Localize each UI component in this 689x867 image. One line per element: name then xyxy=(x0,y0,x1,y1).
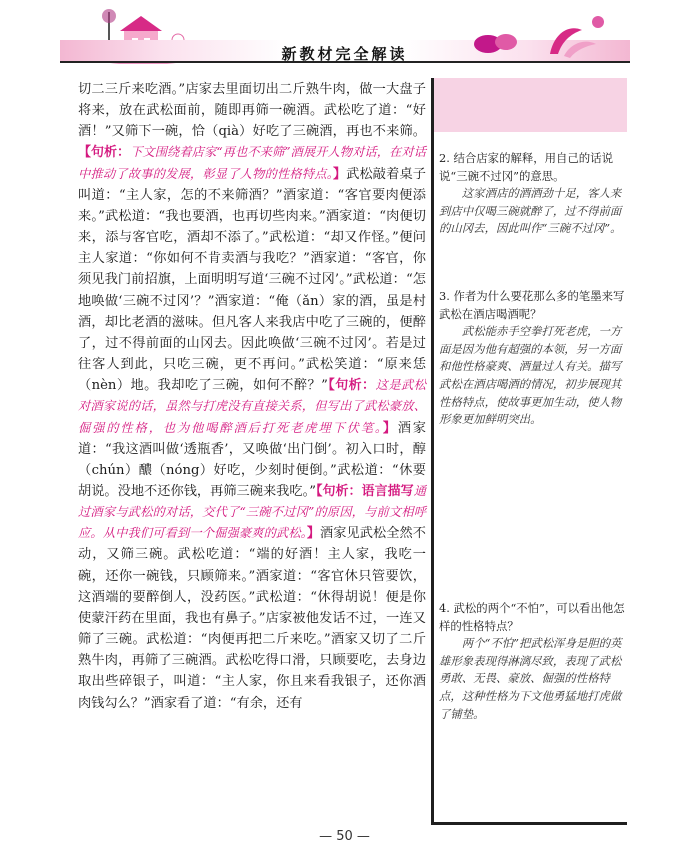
story-segment: 酒家道：“我这酒叫做‘透瓶香’，又唤做‘出门倒’。初入口时，醇（chún）醲（nóng）好吃，少刻时便倒。”武松道：“休要胡说。没地不还你钱，再筛三碗来我吃。” xyxy=(78,420,426,499)
page-header xyxy=(0,0,689,78)
story-segment: 切二三斤来吃酒。”店家去里面切出二斤熟牛肉，做一大盘子将来，放在武松面前，随即再筛一碗酒。武松吃了道：“好酒！”又筛下一碗，恰（qià）好吃了三碗酒，再也不来筛。 xyxy=(78,82,426,140)
butterfly-flower-decoration-icon xyxy=(458,4,608,64)
question-text: 作者为什么要花那么多的笔墨来写武松在酒店喝酒呢？ xyxy=(439,289,625,321)
analysis-tag: 【句析：语言描写 xyxy=(315,483,414,499)
question-number: 4. xyxy=(439,601,450,615)
answer-text: 武松能赤手空拳打死老虎，一方面是因为他有超强的本领，另一方面和他性格豪爽、酒量过人有关。描写武松在酒店喝酒的情况，初步展现其性格特点，使故事更加生动，使人物形象更加鲜明突出。 xyxy=(439,324,622,427)
story-segment: 酒家见武松全然不动，又筛三碗。武松吃道：“端的好酒！主人家，我吃一碗，还你一碗钱，只顾筛来。”酒家道：“客官休只管要饮，这酒端的要醉倒人，没药医。”武松道：“休得胡说！便是你使蒙汗药在里面，我也有鼻子。”店家被他发话不过，一连又筛了三碗。武松道：“肉便再把二斤来吃。”酒家又切了二斤熟牛肉，再筛了三碗酒。武松吃得口滑，只顾要吃，去身边取出些碎银子，叫道：“主人家，你且来看我银子，还你酒肉钱勾么？”酒家看了道：“有余，还有 xyxy=(78,526,426,711)
book-title: 新教材完全解读 xyxy=(281,45,408,63)
analysis-tag: 】 xyxy=(333,166,347,182)
answer-text: 这家酒店的酒酒劲十足，客人来到店中仅喝三碗就醉了，过不得前面的山冈去，因此叫作“三碗不过冈”。 xyxy=(439,186,622,236)
analysis-tag: 】 xyxy=(382,420,398,436)
question-3 xyxy=(439,288,625,429)
analysis-note: 通过酒家与武松的对话，交代了“三碗不过冈”的原因，与前文相呼应。从中我们可看到一个倔强豪爽的武松。 xyxy=(78,483,426,541)
annotation-sidebar xyxy=(431,78,631,825)
story-text xyxy=(78,79,426,714)
sidebar-header-block xyxy=(431,78,627,132)
story-segment: 武松敲着桌子叫道：“主人家，怎的不来筛酒？”酒家道：“客官要肉便添来。”武松道：“我也要酒，也再切些肉来。”酒家道：“肉便切来，添与客官吃，酒却不添了。”武松道：“却又作怪。”便问主人家道：“你如何不肯卖酒与我吃？”酒家道：“客官，你须见我门前招旗，上面明明写道‘三碗不过冈’。”武松道：“怎地唤做‘三碗不过冈’？”酒家道：“俺（ǎn）家的酒，虽是村酒，却比老酒的滋味。但凡客人来我店中吃了三碗的，便醉了，过不得前面的山冈去。因此唤做‘三碗不过冈’。若是过往客人到此，只吃三碗，更不再问。”武松笑道：“原来恁（nèn）地。我却吃了三碗，如何不醉？” xyxy=(78,166,426,394)
answer-text: 两个“不怕”把武松浑身是胆的英雄形象表现得淋漓尽致，表现了武松勇敢、无畏、豪放、倔强的性格特点，这种性格为下文他勇猛地打虎做了铺垫。 xyxy=(439,636,622,721)
question-number: 2. xyxy=(439,151,450,165)
sidebar-divider xyxy=(431,78,434,825)
analysis-note: 下文围绕着店家“再也不来筛”酒展开人物对话，在对话中推动了故事的发展，彰显了人物的性格特点。 xyxy=(78,145,426,181)
question-text: 结合店家的解释，用自己的话说说“三碗不过冈”的意思。 xyxy=(439,151,613,183)
page-number: — 50 — xyxy=(319,829,370,844)
question-number: 3. xyxy=(439,289,450,303)
sidebar-bottom-rule xyxy=(431,822,627,825)
analysis-tag: 】 xyxy=(306,526,320,542)
question-4 xyxy=(439,600,625,723)
analysis-tag: 【句析： xyxy=(78,145,131,161)
analysis-tag: 【句析： xyxy=(327,378,376,394)
main-text-column xyxy=(78,79,426,714)
analysis-note: 这是武松对酒家说的话，虽然与打虎没有直接关系，但写出了武松豪放、倔强的性格，也为他喝醉酒后打死老虎埋下伏笔。 xyxy=(78,378,426,435)
question-2 xyxy=(439,150,625,238)
question-text: 武松的两个“不怕”，可以看出他怎样的性格特点？ xyxy=(439,601,625,633)
